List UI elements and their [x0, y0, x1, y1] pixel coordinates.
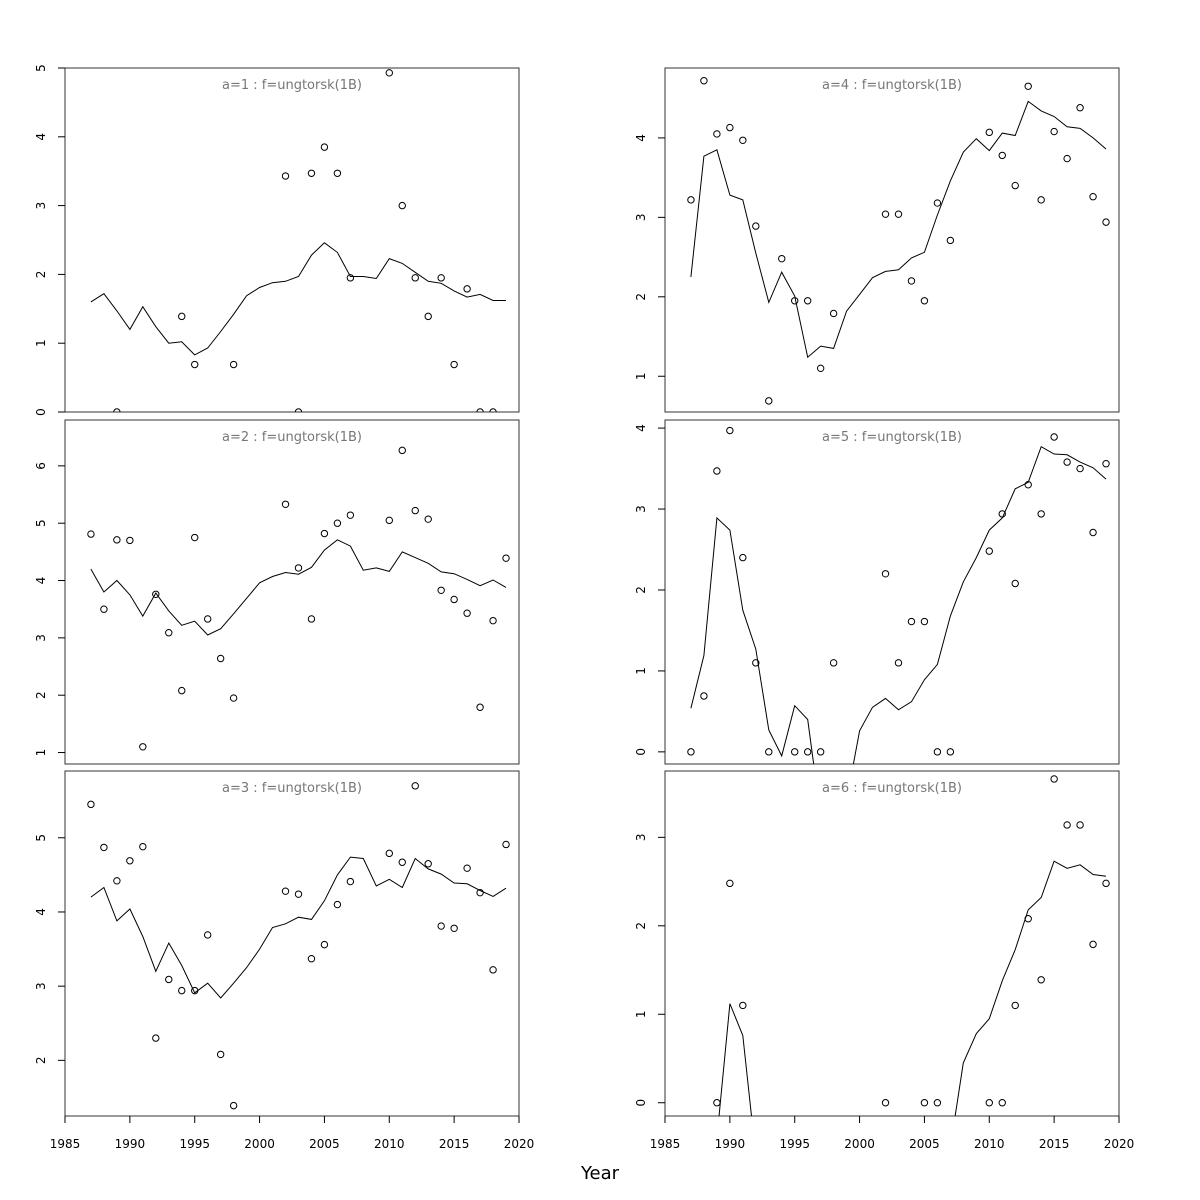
data-point: [347, 878, 353, 884]
data-point: [766, 749, 772, 755]
data-point: [127, 537, 133, 543]
data-point: [1103, 219, 1109, 225]
data-point: [464, 610, 470, 616]
data-point: [1103, 461, 1109, 467]
data-point: [986, 129, 992, 135]
x-tick-label: 2005: [909, 1137, 940, 1151]
data-point: [88, 531, 94, 537]
data-point: [1064, 822, 1070, 828]
y-tick-label: 0: [634, 748, 648, 756]
data-point: [727, 124, 733, 130]
data-point: [895, 660, 901, 666]
y-tick-label: 1: [34, 339, 48, 348]
data-point: [308, 956, 314, 962]
series-group: [688, 427, 1109, 832]
data-point: [921, 1100, 927, 1106]
data-point: [1038, 197, 1044, 203]
y-tick-label: 3: [634, 213, 648, 222]
data-point: [947, 749, 953, 755]
data-point: [386, 70, 392, 76]
data-point: [412, 783, 418, 789]
x-tick-label: 2015: [438, 1137, 470, 1151]
data-point: [1012, 1002, 1018, 1008]
fitted-line: [691, 101, 1106, 357]
data-point: [438, 587, 444, 593]
data-point: [882, 1100, 888, 1106]
data-point: [321, 941, 327, 947]
data-point: [179, 987, 185, 993]
data-point: [1038, 977, 1044, 983]
data-point: [999, 1100, 1005, 1106]
data-point: [192, 534, 198, 540]
x-tick-label: 2000: [844, 1137, 875, 1151]
y-tick-label: 3: [34, 201, 48, 210]
data-point: [804, 749, 810, 755]
x-tick-label: 2010: [374, 1137, 405, 1151]
data-point: [934, 200, 940, 206]
data-point: [503, 841, 509, 847]
data-point: [230, 695, 236, 701]
y-tick-label: 2: [34, 270, 48, 279]
data-point: [817, 749, 823, 755]
data-point: [166, 630, 172, 636]
data-point: [425, 313, 431, 319]
data-point: [1090, 194, 1096, 200]
y-tick-label: 2: [634, 586, 648, 594]
y-tick-label: 2: [634, 292, 648, 301]
series-group: [91, 70, 506, 416]
series-group: [688, 78, 1109, 405]
data-point: [192, 361, 198, 367]
data-point: [308, 616, 314, 622]
data-point: [179, 687, 185, 693]
data-point: [101, 844, 107, 850]
plot-frame: [65, 68, 519, 412]
x-tick-label: 2010: [974, 1137, 1005, 1151]
data-point: [386, 517, 392, 523]
data-point: [179, 313, 185, 319]
data-point: [766, 398, 772, 404]
y-tick-label: 4: [34, 576, 48, 585]
x-tick-label: 1995: [779, 1137, 810, 1151]
y-tick-label: 2: [34, 691, 48, 700]
plot-frame: [65, 420, 519, 764]
y-tick-label: 2: [34, 1056, 48, 1065]
data-point: [688, 749, 694, 755]
x-tick-label: 1985: [649, 1137, 681, 1151]
y-tick-label: 1: [634, 667, 648, 675]
data-point: [399, 859, 405, 865]
data-point: [490, 967, 496, 973]
panel-title: a=1 : f=ungtorsk(1B): [221, 78, 363, 93]
data-point: [986, 1100, 992, 1106]
x-tick-label: 2005: [309, 1137, 340, 1151]
data-point: [792, 749, 798, 755]
data-point: [740, 554, 746, 560]
panel-title: a=6 : f=ungtorsk(1B): [821, 781, 963, 796]
y-tick-label: 3: [634, 505, 648, 513]
series-group: [714, 776, 1110, 1156]
data-point: [701, 78, 707, 84]
x-tick-label: 1990: [714, 1137, 746, 1151]
data-point: [1025, 916, 1031, 922]
data-point: [321, 144, 327, 150]
data-point: [1090, 941, 1096, 947]
data-point: [295, 565, 301, 571]
data-point: [1077, 465, 1083, 471]
x-axis-label: Year: [580, 1163, 620, 1184]
data-point: [282, 173, 288, 179]
y-tick-label: 0: [34, 408, 48, 416]
data-point: [817, 365, 823, 371]
data-point: [321, 530, 327, 536]
data-point: [1077, 105, 1083, 111]
data-point: [230, 361, 236, 367]
panel-title: a=5 : f=ungtorsk(1B): [821, 430, 963, 445]
y-tick-label: 4: [34, 132, 48, 141]
data-point: [921, 298, 927, 304]
panel-6: [634, 771, 1134, 1156]
fitted-line: [691, 447, 1106, 833]
y-tick-label: 6: [34, 462, 48, 470]
data-point: [230, 1102, 236, 1108]
x-tick-label: 2020: [1103, 1137, 1135, 1151]
x-tick-label: 2000: [244, 1137, 275, 1151]
data-point: [1051, 128, 1057, 134]
data-point: [153, 1035, 159, 1041]
data-point: [779, 255, 785, 261]
data-point: [334, 170, 340, 176]
x-tick-label: 1985: [49, 1137, 81, 1151]
fitted-line: [91, 243, 506, 355]
data-point: [204, 932, 210, 938]
panel-title: a=2 : f=ungtorsk(1B): [221, 430, 363, 445]
data-point: [438, 275, 444, 281]
data-point: [464, 286, 470, 292]
data-point: [1064, 155, 1070, 161]
data-point: [204, 616, 210, 622]
data-point: [295, 891, 301, 897]
y-tick-label: 0: [634, 1098, 648, 1107]
data-point: [386, 850, 392, 856]
y-tick-label: 2: [634, 921, 648, 930]
data-point: [464, 865, 470, 871]
data-point: [727, 880, 733, 886]
data-point: [740, 1002, 746, 1008]
data-point: [1012, 580, 1018, 586]
data-point: [830, 660, 836, 666]
data-point: [334, 901, 340, 907]
y-tick-label: 5: [34, 833, 48, 842]
data-point: [412, 275, 418, 281]
data-point: [1051, 434, 1057, 440]
panel-title: a=3 : f=ungtorsk(1B): [221, 781, 363, 796]
y-tick-label: 5: [34, 519, 48, 528]
data-point: [714, 468, 720, 474]
data-point: [792, 298, 798, 304]
data-point: [166, 976, 172, 982]
y-tick-label: 1: [34, 748, 48, 757]
data-point: [451, 925, 457, 931]
x-tick-label: 2015: [1038, 1137, 1070, 1151]
data-point: [347, 512, 353, 518]
panel-4: [634, 68, 1119, 412]
x-tick-label: 1995: [179, 1137, 210, 1151]
panel-1: [34, 64, 519, 416]
y-tick-label: 3: [34, 982, 48, 990]
data-point: [127, 858, 133, 864]
data-point: [140, 843, 146, 849]
data-point: [217, 1051, 223, 1057]
data-point: [934, 749, 940, 755]
data-point: [425, 861, 431, 867]
data-point: [727, 427, 733, 433]
y-tick-label: 1: [634, 372, 648, 381]
y-tick-label: 5: [34, 64, 48, 72]
y-tick-label: 4: [34, 908, 48, 916]
data-point: [1038, 511, 1044, 517]
data-point: [714, 131, 720, 137]
data-point: [882, 571, 888, 577]
data-point: [882, 211, 888, 217]
data-point: [753, 223, 759, 229]
data-point: [1090, 529, 1096, 535]
data-point: [451, 596, 457, 602]
x-tick-label: 1990: [114, 1137, 146, 1151]
panel-2: [34, 420, 519, 764]
y-tick-label: 1: [634, 1010, 648, 1019]
data-point: [999, 152, 1005, 158]
panel-3: [34, 771, 534, 1151]
data-point: [1064, 459, 1070, 465]
data-point: [908, 278, 914, 284]
data-point: [714, 1100, 720, 1106]
y-tick-label: 4: [634, 134, 648, 142]
data-point: [282, 888, 288, 894]
data-point: [740, 137, 746, 143]
data-point: [438, 923, 444, 929]
data-point: [1103, 880, 1109, 886]
panel-title: a=4 : f=ungtorsk(1B): [821, 78, 963, 93]
data-point: [895, 211, 901, 217]
data-point: [114, 537, 120, 543]
plot-frame: [665, 771, 1119, 1116]
plot-frame: [65, 771, 519, 1116]
data-point: [153, 591, 159, 597]
data-point: [88, 801, 94, 807]
data-point: [399, 447, 405, 453]
y-tick-label: 3: [634, 833, 648, 842]
data-point: [425, 516, 431, 522]
data-point: [1051, 776, 1057, 782]
data-point: [477, 704, 483, 710]
data-point: [986, 548, 992, 554]
data-point: [830, 310, 836, 316]
data-point: [490, 617, 496, 623]
series-group: [88, 783, 509, 1109]
data-point: [334, 520, 340, 526]
data-point: [701, 693, 707, 699]
data-point: [921, 618, 927, 624]
fitted-line: [91, 540, 506, 635]
data-point: [451, 361, 457, 367]
data-point: [947, 237, 953, 243]
data-point: [101, 606, 107, 612]
data-point: [399, 202, 405, 208]
data-point: [503, 555, 509, 561]
data-point: [114, 878, 120, 884]
data-point: [282, 501, 288, 507]
data-point: [934, 1100, 940, 1106]
data-point: [308, 170, 314, 176]
data-point: [688, 197, 694, 203]
data-point: [217, 655, 223, 661]
series-group: [88, 447, 509, 750]
data-point: [1012, 182, 1018, 188]
plot-frame: [665, 420, 1119, 764]
data-point: [140, 744, 146, 750]
x-tick-label: 2020: [503, 1137, 535, 1151]
y-tick-label: 3: [34, 634, 48, 642]
plot-frame: [665, 68, 1119, 412]
y-tick-label: 4: [634, 424, 648, 432]
data-point: [1077, 822, 1083, 828]
fitted-line: [714, 861, 1106, 1156]
data-point: [804, 298, 810, 304]
data-point: [908, 618, 914, 624]
data-point: [412, 507, 418, 513]
data-point: [1025, 83, 1031, 89]
